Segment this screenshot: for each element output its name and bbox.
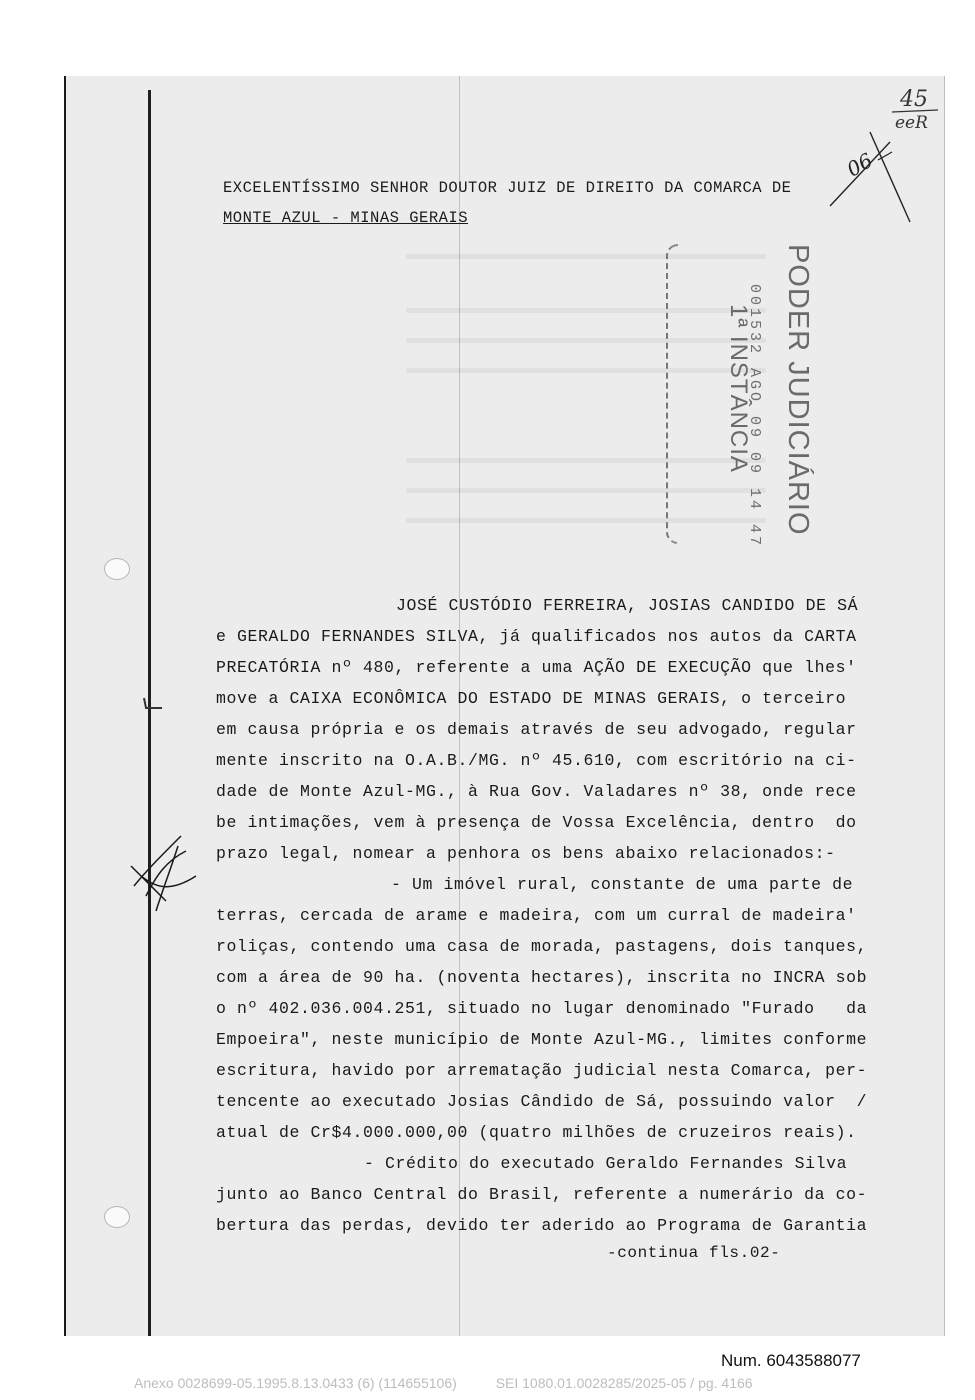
stamp-border bbox=[666, 244, 678, 544]
body-line: o nº 402.036.004.251, situado no lugar denominado "Furado da bbox=[216, 999, 868, 1018]
body-line: mente inscrito na O.A.B./MG. nº 45.610, com escritório na ci- bbox=[216, 751, 857, 770]
sei-reference: SEI 1080.01.0028285/2025-05 / pg. 4166 bbox=[495, 1375, 753, 1391]
body-line: escritura, havido por arrematação judicial nesta Comarca, per- bbox=[216, 1061, 868, 1080]
body-line: PRECATÓRIA nº 480, referente a uma AÇÃO DE EXECUÇÃO que lhes' bbox=[216, 658, 857, 677]
punch-hole bbox=[104, 558, 130, 580]
body-line: - Crédito do executado Geraldo Fernandes Silva bbox=[364, 1154, 848, 1173]
handwritten-annotations bbox=[820, 82, 950, 232]
body-line: com a área de 90 ha. (noventa hectares), inscrita no INCRA sob bbox=[216, 968, 868, 987]
body-line: dade de Monte Azul-MG., à Rua Gov. Valadares nº 38, onde rece bbox=[216, 782, 857, 801]
body-line: terras, cercada de arame e madeira, com um curral de madeira' bbox=[216, 906, 857, 925]
document-number: Num. 6043588077 bbox=[721, 1351, 861, 1370]
scanned-page bbox=[64, 76, 945, 1336]
body-line: bertura das perdas, devido ter aderido ao Programa de Garantia bbox=[216, 1216, 868, 1235]
punch-hole bbox=[104, 1206, 130, 1228]
scan-mark bbox=[142, 694, 166, 712]
handwritten-signature bbox=[126, 816, 216, 926]
header-addressee: EXCELENTÍSSIMO SENHOR DOUTOR JUIZ DE DIREITO DA COMARCA DE bbox=[223, 179, 792, 197]
body-line: tencente ao executado Josias Cândido de Sá, possuindo valor / bbox=[216, 1092, 868, 1111]
body-line: move a CAIXA ECONÔMICA DO ESTADO DE MINAS GERAIS, o terceiro bbox=[216, 689, 847, 708]
body-line: - Um imóvel rural, constante de uma parte de bbox=[391, 875, 854, 894]
stamp-protocol-number: 001532 AGO 09 09 14 47 bbox=[746, 284, 763, 549]
stamp-court-name: PODER JUDICIÁRIO bbox=[782, 244, 814, 536]
footer-metadata bbox=[134, 1375, 914, 1391]
body-line: JOSÉ CUSTÓDIO FERREIRA, JOSIAS CANDIDO DE SÁ bbox=[396, 596, 859, 615]
body-line: e GERALDO FERNANDES SILVA, já qualificados nos autos da CARTA bbox=[216, 627, 857, 646]
handwritten-sheet-ref: 06 bbox=[842, 148, 877, 182]
continuation-note: -continua fls.02- bbox=[607, 1244, 781, 1262]
margin-line bbox=[148, 90, 151, 1336]
body-line: junto ao Banco Central do Brasil, referente a numerário da co- bbox=[216, 1185, 868, 1204]
body-line: roliças, contendo uma casa de morada, pastagens, dois tanques, bbox=[216, 937, 868, 956]
header-location: MONTE AZUL - MINAS GERAIS bbox=[223, 209, 469, 227]
annex-reference: Anexo 0028699-05.1995.8.13.0433 (6) (114655106) bbox=[134, 1375, 457, 1391]
body-line: atual de Cr$4.000.000,00 (quatro milhões de cruzeiros reais). bbox=[216, 1123, 857, 1142]
handwritten-page-number: 45 bbox=[900, 87, 928, 112]
handwritten-initials: eeR bbox=[895, 113, 928, 133]
stamp-instance: 1ª INSTÂNCIA bbox=[725, 304, 752, 473]
body-line: em causa própria e os demais através de seu advogado, regular bbox=[216, 720, 857, 739]
body-line: prazo legal, nomear a penhora os bens abaixo relacionados:- bbox=[216, 844, 836, 863]
body-line: be intimações, vem à presença de Vossa Excelência, dentro do bbox=[216, 813, 857, 832]
court-stamp bbox=[666, 244, 836, 549]
body-line: Empoeira", neste município de Monte Azul-MG., limites conforme bbox=[216, 1030, 868, 1049]
